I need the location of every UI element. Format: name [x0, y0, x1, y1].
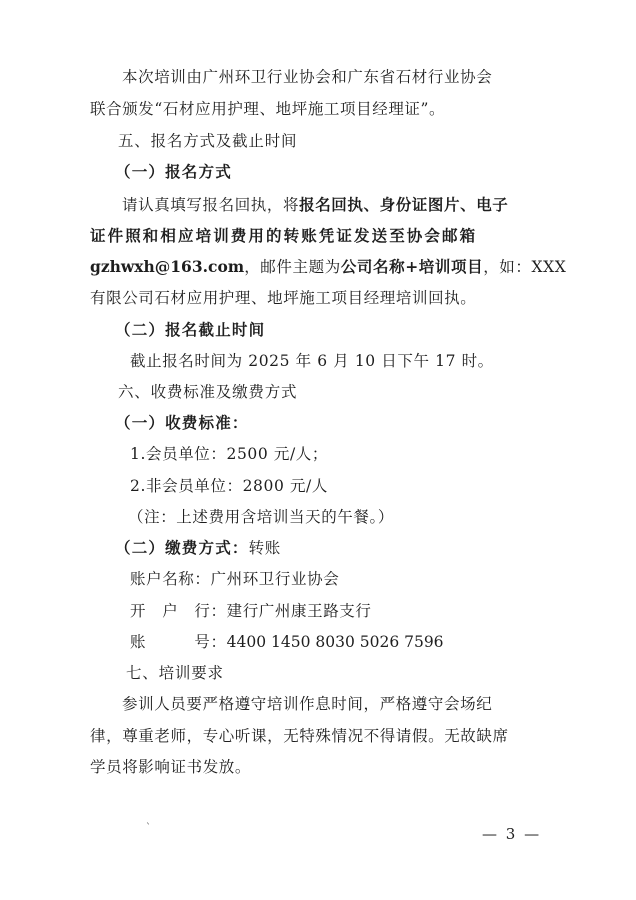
registration-text-a: 请认真填写报名回执，将	[122, 196, 300, 214]
section-5-title: 五、报名方式及截止时间	[118, 132, 298, 150]
intro-line-2: 联合颁发“石材应用护理、地坪施工项目经理证”。	[90, 100, 446, 118]
section-5-sub-2-title: （二）报名截止时间	[115, 321, 266, 339]
registration-materials-bold: 报名回执、身份证图片、电子	[299, 195, 509, 214]
stray-mark: `	[146, 823, 151, 834]
section-6-sub-2-title: （二）缴费方式：	[115, 539, 249, 557]
fee-non-member: 2.非会员单位：2800 元/人	[130, 477, 328, 495]
registration-text-e: ，如：XXX	[483, 258, 567, 276]
account-number-value: 4400 1450 8030 5026 7596	[226, 633, 444, 651]
fee-note: （注：上述费用含培训当天的午餐。）	[128, 508, 394, 526]
registration-paragraph-line-3	[90, 257, 566, 277]
bank-value: 建行广州康王路支行	[226, 602, 372, 620]
account-name: 账户名称：广州环卫行业协会	[130, 570, 340, 588]
email-subject-bold: 公司名称+培训项目	[340, 257, 484, 276]
bank-label: 开 户 行：	[130, 602, 227, 620]
registration-paragraph-line-1	[122, 195, 508, 215]
section-6-sub-1-title: （一）收费标准：	[115, 414, 249, 432]
registration-text-c: ，邮件主题为	[244, 258, 341, 276]
intro-line-1: 本次培训由广州环卫行业协会和广东省石材行业协会	[122, 68, 493, 86]
section-7-title: 七、培训要求	[126, 664, 224, 682]
requirements-line-1: 参训人员要严格遵守培训作息时间，严格遵守会场纪	[122, 695, 493, 713]
registration-paragraph-line-4: 有限公司石材应用护理、地坪施工项目经理培训回执。	[90, 289, 477, 307]
page-number: — 3 —	[482, 825, 542, 843]
section-6-title: 六、收费标准及缴费方式	[118, 383, 298, 401]
payment-method-line	[115, 538, 281, 558]
requirements-line-3: 学员将影响证书发放。	[90, 758, 252, 776]
section-5-sub-1-title: （一）报名方式	[115, 163, 232, 181]
association-email: gzhwxh@163.com	[90, 257, 245, 276]
requirements-line-2: 律，尊重老师，专心听课，无特殊情况不得请假。无故缺席	[90, 727, 509, 745]
payment-method-value: 转账	[248, 539, 281, 557]
fee-member: 1.会员单位：2500 元/人；	[130, 445, 328, 463]
account-number-line	[130, 632, 444, 652]
bank-line	[130, 601, 372, 621]
deadline-text: 截止报名时间为 2025 年 6 月 10 日下午 17 时。	[130, 352, 494, 370]
account-number-label: 账 号：	[130, 633, 227, 651]
registration-paragraph-line-2: 证件照和相应培训费用的转账凭证发送至协会邮箱	[90, 226, 478, 245]
